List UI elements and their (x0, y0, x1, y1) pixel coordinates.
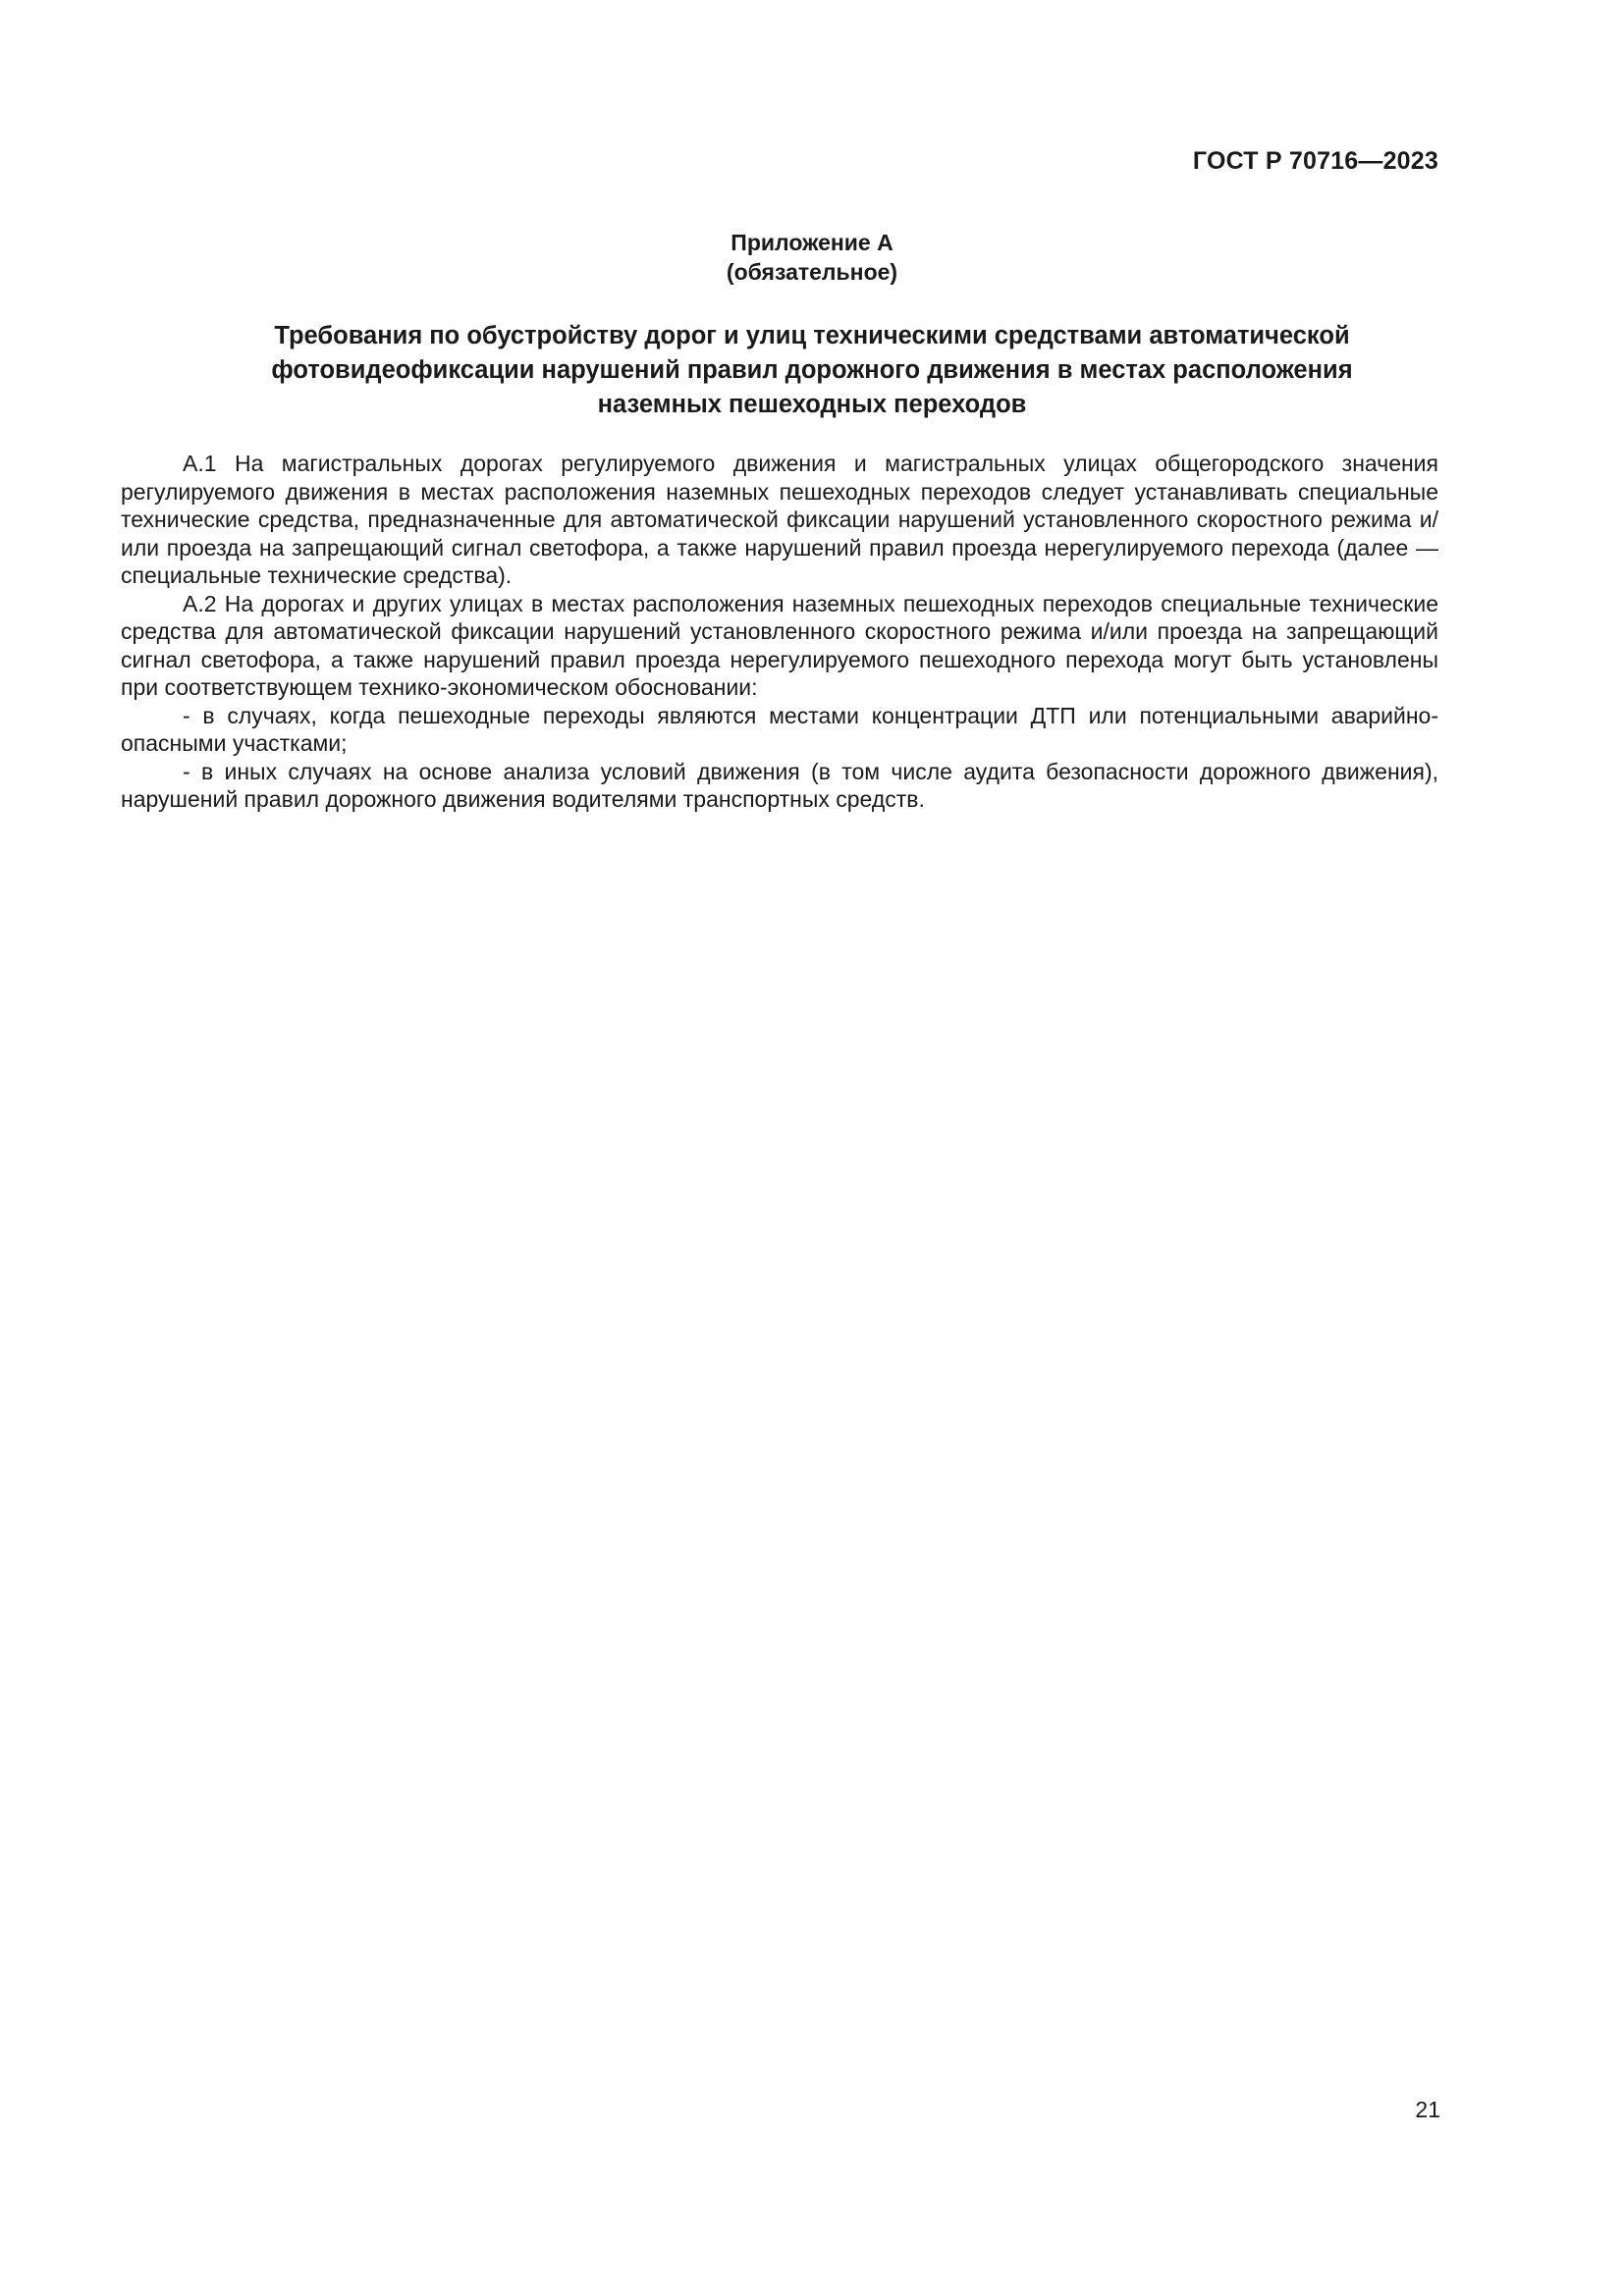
annex-label: Приложение А (731, 230, 893, 255)
paragraph-a1: А.1 На магистральных дорогах регулируемого движения и магистральных улицах общегородского значения регулируемого движения в местах расположения наземных пешеходных переходов следует устанавливать специальные технические средства, предназначенные для автоматической фиксации нарушений установленного скоростного режима и/или проезда на запрещающий сигнал светофора, а также нарушений правил проезда нерегулируемого перехода (далее — специальные технические средства). (121, 451, 1438, 588)
annex-title-line: наземных пешеходных переходов (597, 391, 1027, 418)
annex-heading (0, 228, 1624, 287)
annex-title-line: Требования по обустройству дорог и улиц техническими средствами автоматической (274, 322, 1350, 349)
list-item-concentration: - в случаях, когда пешеходные переходы являются местами концентрации ДТП или потенциальными аварийно-опасными участками; (121, 702, 1438, 756)
page-number: 21 (1415, 2097, 1440, 2122)
annex-title (0, 319, 1624, 422)
document-code: ГОСТ Р 70716—2023 (1192, 147, 1438, 175)
paragraph-a2: А.2 На дорогах и других улицах в местах расположения наземных пешеходных переходов специальные технические средства для автоматической фиксации нарушений установленного скоростного режима и/или проезда на запрещающий сигнал светофора, а также нарушений правил проезда нерегулируемого пешеходного перехода могут быть установлены при соответствующем технико-экономическом обосновании: (121, 590, 1438, 700)
annex-status: (обязательное) (726, 259, 898, 285)
list-item-other-cases: - в иных случаях на основе анализа условий движения (в том числе аудита безопасности дорожного движения), нарушений правил дорожного движения водителями транспортных средств. (121, 758, 1438, 812)
body-text (121, 450, 1438, 814)
annex-title-line: фотовидеофиксации нарушений правил дорожного движения в местах расположения (271, 356, 1353, 384)
